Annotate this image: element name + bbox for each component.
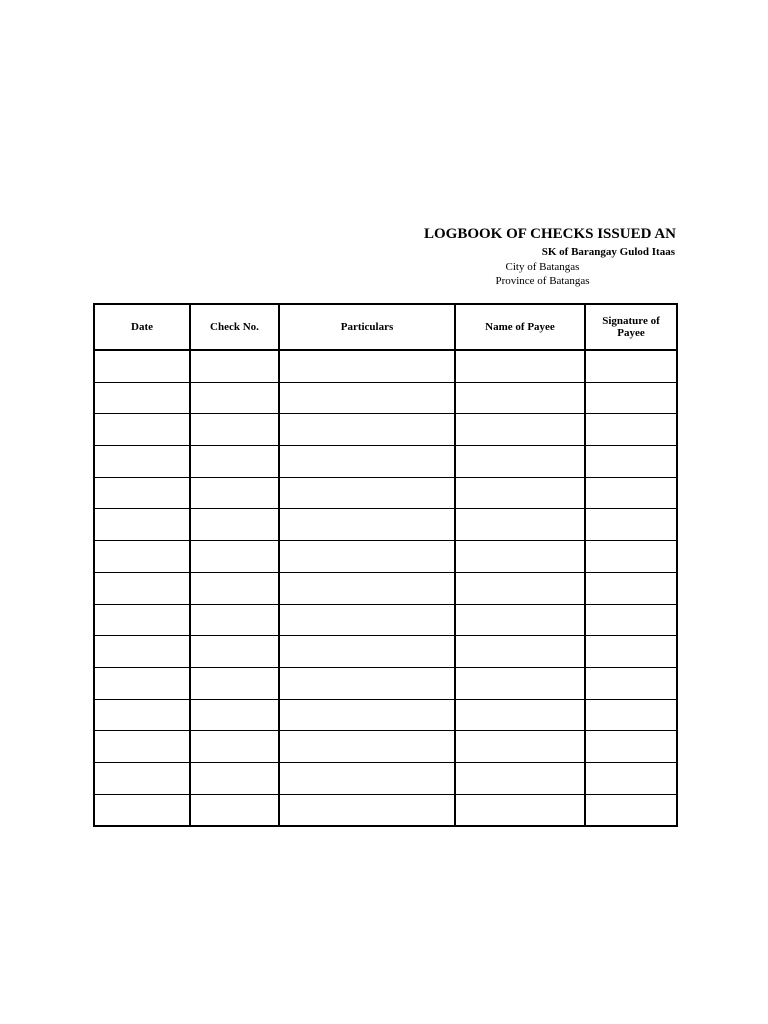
table-row [94,414,677,446]
table-row [94,762,677,794]
table-row [94,794,677,826]
particulars-cell [279,636,455,668]
check-no-cell [190,350,279,382]
date-cell [94,446,190,478]
table-row [94,446,677,478]
signature-of-payee-cell [585,794,677,826]
name-of-payee-cell [455,477,585,509]
check-no-cell [190,414,279,446]
date-cell [94,382,190,414]
name-of-payee-cell [455,541,585,573]
particulars-cell [279,541,455,573]
particulars-cell [279,604,455,636]
table-row [94,477,677,509]
document-title: LOGBOOK OF CHECKS ISSUED AN [424,226,676,242]
signature-of-payee-cell [585,572,677,604]
name-of-payee-cell [455,731,585,763]
check-no-cell [190,667,279,699]
signature-of-payee-cell [585,762,677,794]
check-no-cell [190,446,279,478]
table-row [94,350,677,382]
particulars-cell [279,667,455,699]
table-row [94,604,677,636]
date-cell [94,667,190,699]
date-cell [94,699,190,731]
column-header-date: Date [94,304,190,350]
signature-header-label: Signature of Payee [602,315,660,339]
date-cell [94,477,190,509]
check-no-cell [190,604,279,636]
check-no-cell [190,477,279,509]
name-of-payee-cell [455,350,585,382]
particulars-cell [279,794,455,826]
particulars-cell [279,382,455,414]
signature-of-payee-cell [585,636,677,668]
table-row [94,731,677,763]
particulars-cell [279,350,455,382]
table-body [94,350,677,826]
check-no-cell [190,762,279,794]
date-cell [94,731,190,763]
name-of-payee-cell [455,667,585,699]
province-name: Province of Batangas [495,275,590,287]
organization-name: SK of Barangay Gulod Itaas [541,246,675,258]
signature-of-payee-cell [585,446,677,478]
signature-of-payee-cell [585,382,677,414]
table-row [94,382,677,414]
date-cell [94,762,190,794]
name-of-payee-cell [455,509,585,541]
particulars-cell [279,414,455,446]
particulars-cell [279,572,455,604]
column-header-particulars: Particulars [279,304,455,350]
signature-of-payee-cell [585,414,677,446]
date-cell [94,636,190,668]
signature-of-payee-cell [585,667,677,699]
name-of-payee-cell [455,414,585,446]
name-of-payee-cell [455,699,585,731]
check-no-cell [190,636,279,668]
date-cell [94,509,190,541]
date-cell [94,572,190,604]
check-no-cell [190,509,279,541]
date-cell [94,794,190,826]
column-header-name-of-payee: Name of Payee [455,304,585,350]
particulars-cell [279,762,455,794]
name-of-payee-cell [455,762,585,794]
table-row [94,541,677,573]
particulars-cell [279,731,455,763]
check-no-cell [190,541,279,573]
signature-of-payee-cell [585,477,677,509]
table-row [94,699,677,731]
checks-logbook-table [93,303,678,827]
date-cell [94,414,190,446]
check-no-cell [190,572,279,604]
name-of-payee-cell [455,446,585,478]
signature-of-payee-cell [585,731,677,763]
particulars-cell [279,477,455,509]
signature-of-payee-cell [585,604,677,636]
column-header-check-no: Check No. [190,304,279,350]
name-of-payee-cell [455,604,585,636]
table-row [94,667,677,699]
particulars-cell [279,509,455,541]
date-cell [94,350,190,382]
table-row [94,509,677,541]
particulars-cell [279,699,455,731]
table-row [94,572,677,604]
signature-of-payee-cell [585,350,677,382]
name-of-payee-cell [455,794,585,826]
check-no-cell [190,794,279,826]
column-header-signature-of-payee [585,304,677,350]
particulars-cell [279,446,455,478]
name-of-payee-cell [455,382,585,414]
check-no-cell [190,731,279,763]
table-header-row [94,304,677,350]
date-cell [94,604,190,636]
name-of-payee-cell [455,572,585,604]
date-cell [94,541,190,573]
check-no-cell [190,699,279,731]
name-of-payee-cell [455,636,585,668]
check-no-cell [190,382,279,414]
signature-of-payee-cell [585,509,677,541]
city-name: City of Batangas [505,261,580,273]
signature-of-payee-cell [585,699,677,731]
signature-of-payee-cell [585,541,677,573]
table-row [94,636,677,668]
